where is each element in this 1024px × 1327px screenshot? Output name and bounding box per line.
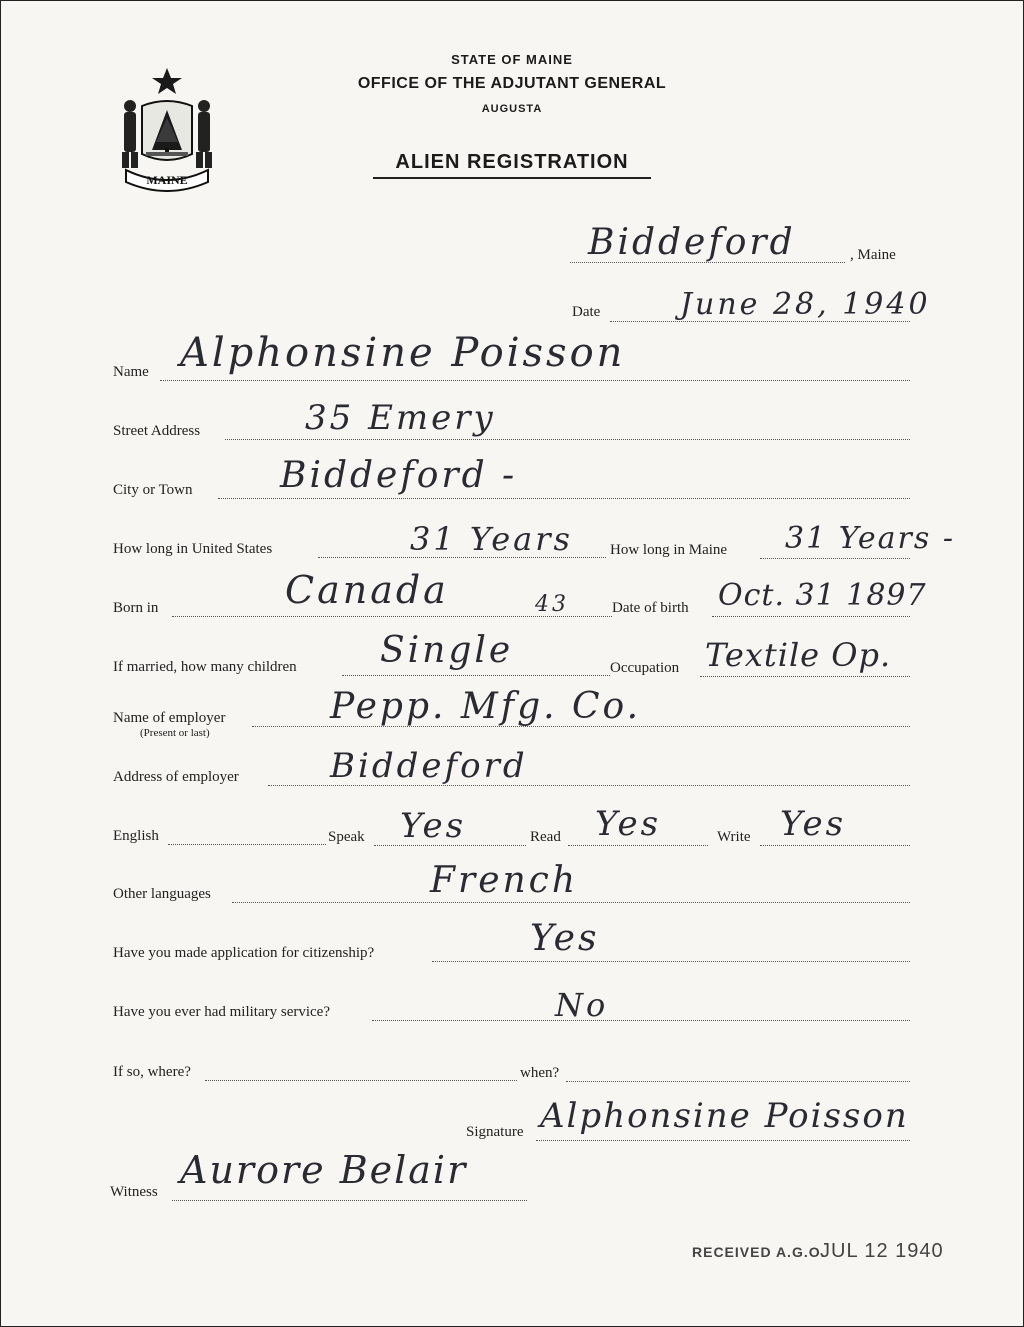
when-label: when? xyxy=(520,1065,560,1081)
name-value: Alphonsine Poisson xyxy=(180,330,626,376)
military-value: No xyxy=(555,986,609,1024)
header-city: AUGUSTA xyxy=(481,103,543,115)
speak-label: Speak xyxy=(328,829,365,845)
witness-value: Aurore Belair xyxy=(180,1148,468,1192)
born-value: Canada xyxy=(285,568,449,612)
married-value: Single xyxy=(380,630,514,671)
city-label: City or Town xyxy=(113,482,193,498)
street-value: 35 Emery xyxy=(305,398,496,438)
employer-label: Name of employer xyxy=(113,710,226,726)
how-long-me-value: 31 Years - xyxy=(785,521,955,556)
read-value: Yes xyxy=(595,804,662,844)
header-office: OFFICE OF THE ADJUTANT GENERAL xyxy=(357,75,667,92)
speak-value: Yes xyxy=(400,806,467,846)
signature-label: Signature xyxy=(466,1124,524,1140)
born-label: Born in xyxy=(113,600,159,616)
how-long-us-value: 31 Years xyxy=(410,520,573,558)
citizenship-value: Yes xyxy=(530,918,600,959)
if-so-where-label: If so, where? xyxy=(113,1064,191,1080)
citizenship-label: Have you made application for citizenship? xyxy=(113,945,375,961)
other-languages-value: French xyxy=(430,860,579,901)
age-value: 43 xyxy=(535,592,569,617)
city-value: Biddeford - xyxy=(280,455,518,496)
occupation-label: Occupation xyxy=(610,660,680,676)
write-label: Write xyxy=(717,829,751,845)
occupation-value: Textile Op. xyxy=(705,636,892,674)
employer-value: Pepp. Mfg. Co. xyxy=(330,686,642,727)
maine-seal-icon xyxy=(112,66,222,192)
employer-address-label: Address of employer xyxy=(113,769,239,785)
title-underline xyxy=(373,177,651,179)
date-value: June 28, 1940 xyxy=(680,287,931,322)
signature-value: Alphonsine Poisson xyxy=(540,1096,909,1136)
header-state: STATE OF MAINE xyxy=(451,52,573,67)
street-label: Street Address xyxy=(113,423,201,439)
employer-address-value: Biddeford xyxy=(330,746,528,786)
town-value: Biddeford xyxy=(588,222,796,263)
svg-text:MAINE: MAINE xyxy=(146,173,188,187)
employer-note: (Present or last) xyxy=(140,727,210,739)
name-label: Name xyxy=(113,364,149,380)
page-title: ALIEN REGISTRATION xyxy=(395,151,629,173)
received-stamp-date: JUL 12 1940 xyxy=(820,1240,944,1262)
english-label: English xyxy=(113,828,159,844)
date-label: Date xyxy=(572,304,601,320)
dob-value: Oct. 31 1897 xyxy=(718,578,927,613)
received-stamp-label: RECEIVED A.G.O. xyxy=(692,1244,826,1260)
married-label: If married, how many children xyxy=(113,659,297,675)
write-value: Yes xyxy=(780,804,847,844)
how-long-me-label: How long in Maine xyxy=(610,542,728,558)
how-long-us-label: How long in United States xyxy=(113,541,273,557)
dob-label: Date of birth xyxy=(612,600,689,616)
other-languages-label: Other languages xyxy=(113,886,211,902)
maine-label: , Maine xyxy=(850,247,896,263)
read-label: Read xyxy=(530,829,561,845)
military-label: Have you ever had military service? xyxy=(113,1004,330,1020)
witness-label: Witness xyxy=(110,1184,158,1200)
